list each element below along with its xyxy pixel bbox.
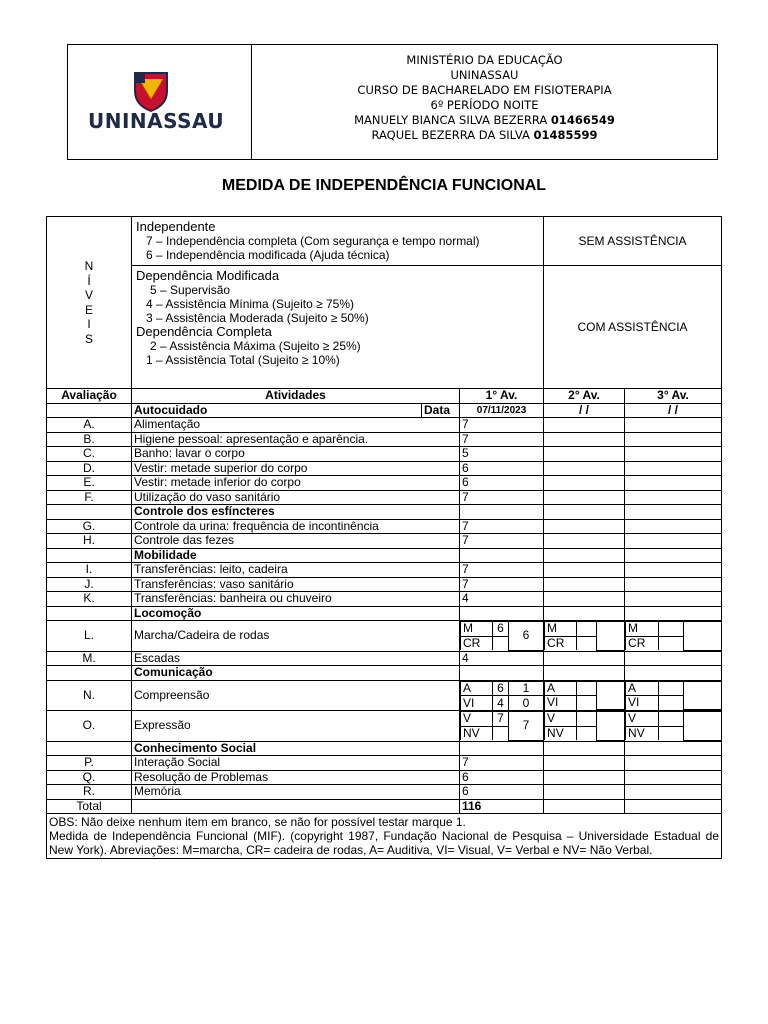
score-subtable	[460, 621, 543, 651]
table-cell	[544, 418, 625, 433]
table-cell: 7	[493, 712, 509, 727]
table-cell	[625, 785, 722, 800]
table-cell: F.	[47, 490, 132, 505]
table-row	[47, 447, 722, 462]
table-row	[47, 741, 722, 756]
level-item: 4 – Assistência Mínima (Sujeito ≥ 75%)	[146, 297, 355, 311]
level-item: 6 – Independência modificada (Ajuda técnica)	[146, 248, 390, 262]
niveis-letter: I	[87, 317, 91, 331]
level-heading: Dependência Completa	[136, 324, 272, 339]
table-cell	[597, 681, 625, 710]
table-cell	[544, 592, 625, 607]
table-cell	[544, 680, 625, 711]
table-cell	[544, 476, 625, 491]
student-name: MANUELY BIANCA SILVA BEZERRA	[354, 113, 548, 127]
table-cell: Interação Social	[132, 756, 460, 771]
table-cell: Banho: lavar o corpo	[132, 447, 460, 462]
table-cell	[544, 548, 625, 563]
table-subrow	[461, 681, 544, 696]
date-av3: / /	[625, 403, 722, 418]
obs-row	[47, 814, 722, 859]
table-cell: 6	[460, 770, 544, 785]
col-data: Data	[422, 403, 460, 418]
table-cell	[132, 799, 460, 814]
table-cell: NV	[626, 726, 659, 740]
score-subtable	[460, 681, 543, 711]
table-subrow	[626, 622, 722, 637]
table-row	[47, 621, 722, 652]
level-item: 1 – Assistência Total (Sujeito ≥ 10%)	[146, 353, 340, 367]
table-cell	[625, 799, 722, 814]
table-cell	[544, 799, 625, 814]
table-cell	[577, 712, 597, 727]
table-cell	[625, 741, 722, 756]
table-cell: A	[461, 681, 493, 696]
header-info	[252, 53, 717, 143]
table-cell: 4	[460, 592, 544, 607]
table-cell	[544, 563, 625, 578]
table-cell	[625, 651, 722, 666]
table-cell	[659, 712, 684, 727]
table-cell	[625, 447, 722, 462]
document-header	[67, 44, 718, 160]
table-row	[47, 418, 722, 433]
niveis-letter: S	[84, 331, 93, 346]
table-cell: Alimentação	[132, 418, 460, 433]
table-row	[47, 534, 722, 549]
table-cell	[625, 756, 722, 771]
section-autocuidado: Autocuidado	[132, 403, 422, 418]
table-cell	[597, 712, 625, 741]
score-subtable	[544, 711, 624, 741]
level-heading: Dependência Modificada	[136, 268, 280, 283]
table-cell	[460, 606, 544, 621]
table-cell	[544, 756, 625, 771]
table-cell: Higiene pessoal: apresentação e aparência.	[132, 432, 460, 447]
table-cell	[625, 577, 722, 592]
table-cell	[47, 666, 132, 681]
table-row	[47, 606, 722, 621]
total-label: Total	[47, 799, 132, 814]
table-cell: Controle da urina: frequência de incontinência	[132, 519, 460, 534]
table-cell: M	[461, 622, 493, 637]
score-subtable	[625, 681, 721, 711]
niveis-letter: V	[84, 288, 93, 302]
table-row	[47, 577, 722, 592]
table-cell: L.	[47, 621, 132, 652]
table-cell	[47, 403, 132, 418]
niveis-letter: E	[84, 302, 93, 317]
table-cell: Utilização do vaso sanitário	[132, 490, 460, 505]
table-cell	[625, 680, 722, 711]
table-cell	[625, 519, 722, 534]
table-cell: NV	[545, 726, 577, 740]
table-cell	[544, 606, 625, 621]
score-subtable	[460, 711, 543, 741]
table-cell	[625, 476, 722, 491]
table-cell: G.	[47, 519, 132, 534]
table-cell: CR	[626, 636, 659, 650]
table-cell: 5	[460, 447, 544, 462]
col-atividades: Atividades	[132, 389, 460, 404]
table-cell: Transferências: banheira ou chuveiro	[132, 592, 460, 607]
table-cell: V	[545, 712, 577, 727]
col-av3: 3° Av.	[625, 389, 722, 404]
table-cell	[625, 770, 722, 785]
table-cell: I.	[47, 563, 132, 578]
table-cell: Vestir: metade superior do corpo	[132, 461, 460, 476]
table-cell: CR	[461, 636, 493, 650]
table-cell: E.	[47, 476, 132, 491]
table-cell	[625, 606, 722, 621]
niveis-letter: N	[84, 259, 94, 273]
table-cell	[684, 622, 722, 651]
header-line: CURSO DE BACHARELADO EM FISIOTERAPIA	[357, 83, 612, 97]
table-row	[47, 770, 722, 785]
table-cell: 7	[460, 563, 544, 578]
table-cell: Escadas	[132, 651, 460, 666]
level-independente	[132, 217, 544, 266]
section-mobilidade: Mobilidade	[132, 548, 460, 563]
student-name: RAQUEL BEZERRA DA SILVA	[371, 128, 530, 142]
table-subrow	[461, 622, 544, 637]
niveis-letter: Í	[87, 273, 91, 288]
table-cell	[544, 621, 625, 652]
table-cell: M	[626, 622, 659, 637]
table-cell: N.	[47, 680, 132, 711]
table-row	[47, 785, 722, 800]
table-cell: 6	[460, 461, 544, 476]
score-subtable	[625, 711, 721, 741]
table-cell	[577, 726, 597, 740]
table-cell	[460, 666, 544, 681]
table-row	[47, 563, 722, 578]
table-row	[47, 432, 722, 447]
university-logo	[68, 45, 252, 159]
com-assistencia: COM ASSISTÊNCIA	[544, 266, 722, 389]
table-cell: M.	[47, 651, 132, 666]
table-cell: 6	[493, 681, 509, 696]
table-cell	[625, 621, 722, 652]
table-cell: 7	[460, 577, 544, 592]
table-cell: R.	[47, 785, 132, 800]
table-cell	[460, 621, 544, 652]
level-heading: Independente	[136, 219, 216, 234]
table-subrow	[461, 696, 544, 710]
table-subrow	[545, 712, 625, 727]
table-cell	[625, 711, 722, 742]
table-cell: 6	[493, 622, 509, 637]
table-cell: A	[626, 681, 659, 696]
score-subtable	[625, 621, 721, 651]
table-cell	[577, 622, 597, 637]
table-cell	[47, 741, 132, 756]
table-cell	[659, 696, 684, 710]
level-item: 7 – Independência completa (Com segurança e tempo normal)	[146, 234, 480, 248]
obs-line: OBS: Não deixe nenhum item em branco, se não for possível testar marque 1.	[49, 815, 466, 829]
table-cell: 4	[493, 696, 509, 710]
total-value: 116	[460, 799, 544, 814]
table-cell	[544, 785, 625, 800]
table-cell	[544, 711, 625, 742]
table-row	[47, 519, 722, 534]
table-cell: 6	[509, 622, 544, 651]
col-avaliacao: Avaliação	[47, 389, 132, 404]
table-cell	[625, 548, 722, 563]
header-line: UNINASSAU	[450, 68, 519, 82]
level-item: 3 – Assistência Moderada (Sujeito ≥ 50%)	[146, 311, 369, 325]
table-cell	[625, 432, 722, 447]
table-cell	[625, 563, 722, 578]
student-line	[252, 113, 717, 128]
table-cell: Compreensão	[132, 680, 460, 711]
date-av2: / /	[544, 403, 625, 418]
table-cell	[460, 741, 544, 756]
table-cell: 4	[460, 651, 544, 666]
table-row	[47, 680, 722, 711]
table-cell	[47, 606, 132, 621]
table-row	[47, 490, 722, 505]
table-subrow	[47, 266, 722, 389]
student-id: 01485599	[533, 128, 598, 142]
table-cell: V	[626, 712, 659, 727]
table-cell	[597, 622, 625, 651]
table-cell: H.	[47, 534, 132, 549]
student-line	[252, 128, 717, 143]
date-av1: 07/11/2023	[460, 403, 544, 418]
col-av2: 2° Av.	[544, 389, 625, 404]
shield-icon	[131, 69, 171, 113]
table-cell: B.	[47, 432, 132, 447]
table-cell: Memória	[132, 785, 460, 800]
logo-text: UNINASSAU	[88, 109, 225, 133]
table-cell	[544, 666, 625, 681]
table-cell	[544, 461, 625, 476]
table-cell	[659, 726, 684, 740]
table-cell: 0	[509, 696, 544, 710]
table-cell	[684, 712, 722, 741]
table-cell: M	[545, 622, 577, 637]
table-cell: J.	[47, 577, 132, 592]
table-cell	[544, 577, 625, 592]
table-subrow	[47, 217, 722, 266]
table-cell: 7	[460, 432, 544, 447]
table-cell	[577, 696, 597, 710]
table-cell	[493, 726, 509, 740]
table-cell	[47, 505, 132, 520]
level-item: 2 – Assistência Máxima (Sujeito ≥ 25%)	[150, 339, 361, 353]
table-cell	[577, 636, 597, 650]
table-cell: D.	[47, 461, 132, 476]
table-cell: 7	[509, 712, 544, 741]
table-cell	[625, 666, 722, 681]
table-cell: Expressão	[132, 711, 460, 742]
table-cell	[47, 548, 132, 563]
table-cell: 6	[460, 476, 544, 491]
table-cell: VI	[626, 696, 659, 710]
table-cell	[625, 534, 722, 549]
table-cell: Vestir: metade inferior do corpo	[132, 476, 460, 491]
table-cell: VI	[461, 696, 493, 710]
total-row	[47, 799, 722, 814]
table-cell: V	[461, 712, 493, 727]
table-cell: C.	[47, 447, 132, 462]
table-cell: Marcha/Cadeira de rodas	[132, 621, 460, 652]
table-cell: Controle das fezes	[132, 534, 460, 549]
table-cell	[460, 505, 544, 520]
table-row	[47, 403, 722, 418]
table-subrow	[626, 712, 722, 727]
table-cell: Transferências: vaso sanitário	[132, 577, 460, 592]
student-id: 01466549	[550, 113, 615, 127]
table-cell	[544, 505, 625, 520]
table-cell: VI	[545, 696, 577, 710]
table-cell	[625, 461, 722, 476]
table-subrow	[545, 622, 625, 637]
section-locomocao: Locomoção	[132, 606, 460, 621]
table-cell	[544, 490, 625, 505]
table-cell	[544, 432, 625, 447]
table-cell	[544, 519, 625, 534]
niveis-label	[47, 217, 132, 389]
table-row	[47, 461, 722, 476]
table-cell: Transferências: leito, cadeira	[132, 563, 460, 578]
table-cell	[493, 636, 509, 650]
table-cell	[544, 770, 625, 785]
table-cell	[544, 447, 625, 462]
table-cell: 7	[460, 418, 544, 433]
table-cell	[460, 680, 544, 711]
level-item: 5 – Supervisão	[150, 283, 231, 297]
table-cell: A.	[47, 418, 132, 433]
section-social: Conhecimento Social	[132, 741, 460, 756]
sem-assistencia: SEM ASSISTÊNCIA	[544, 217, 722, 266]
table-subrow	[545, 681, 625, 696]
table-subrow	[626, 681, 722, 696]
table-cell	[544, 651, 625, 666]
table-cell	[625, 490, 722, 505]
table-row	[47, 711, 722, 742]
table-cell: 6	[460, 785, 544, 800]
header-line: MINISTÉRIO DA EDUCAÇÃO	[406, 53, 563, 67]
table-row	[47, 505, 722, 520]
table-cell	[659, 681, 684, 696]
table-cell	[460, 548, 544, 563]
table-cell	[625, 592, 722, 607]
table-row	[47, 476, 722, 491]
table-cell: 7	[460, 756, 544, 771]
table-cell	[577, 681, 597, 696]
table-row	[47, 666, 722, 681]
observations	[47, 814, 722, 859]
table-cell: A	[545, 681, 577, 696]
table-cell	[544, 741, 625, 756]
table-row	[47, 592, 722, 607]
table-header-row	[47, 389, 722, 404]
score-subtable	[544, 681, 624, 711]
table-cell	[625, 418, 722, 433]
table-cell: Q.	[47, 770, 132, 785]
obs-line: Medida de Independência Funcional (MIF). (copyright 1987, Fundação Nacional de Pesquisa – Universidade Estadual de New York). Abreviações: M=marcha, CR= cadeira de rodas, A= Auditiva, VI= Visual, V= Verbal e NV= Não Verbal.	[49, 829, 720, 857]
table-cell	[460, 711, 544, 742]
table-cell	[659, 622, 684, 637]
table-cell: 7	[460, 534, 544, 549]
table-row	[47, 651, 722, 666]
table-cell	[544, 534, 625, 549]
table-cell: NV	[461, 726, 493, 740]
table-cell: Resolução de Problemas	[132, 770, 460, 785]
section-comunicacao: Comunicação	[132, 666, 460, 681]
table-cell	[684, 681, 722, 710]
table-cell: CR	[545, 636, 577, 650]
table-cell	[659, 636, 684, 650]
table-cell: O.	[47, 711, 132, 742]
table-subrow	[461, 712, 544, 727]
header-line: 6º PERÍODO NOITE	[430, 98, 539, 112]
table-row	[47, 548, 722, 563]
mif-table	[46, 216, 722, 859]
level-dependencia	[132, 266, 544, 389]
table-cell: 7	[460, 519, 544, 534]
table-cell: 1	[509, 681, 544, 696]
table-cell: 7	[460, 490, 544, 505]
table-cell: P.	[47, 756, 132, 771]
score-subtable	[544, 621, 624, 651]
col-av1: 1° Av.	[460, 389, 544, 404]
section-esfincteres: Controle dos esfíncteres	[132, 505, 460, 520]
table-cell	[625, 505, 722, 520]
page-title: MEDIDA DE INDEPENDÊNCIA FUNCIONAL	[221, 177, 547, 194]
table-row	[47, 756, 722, 771]
table-cell: K.	[47, 592, 132, 607]
